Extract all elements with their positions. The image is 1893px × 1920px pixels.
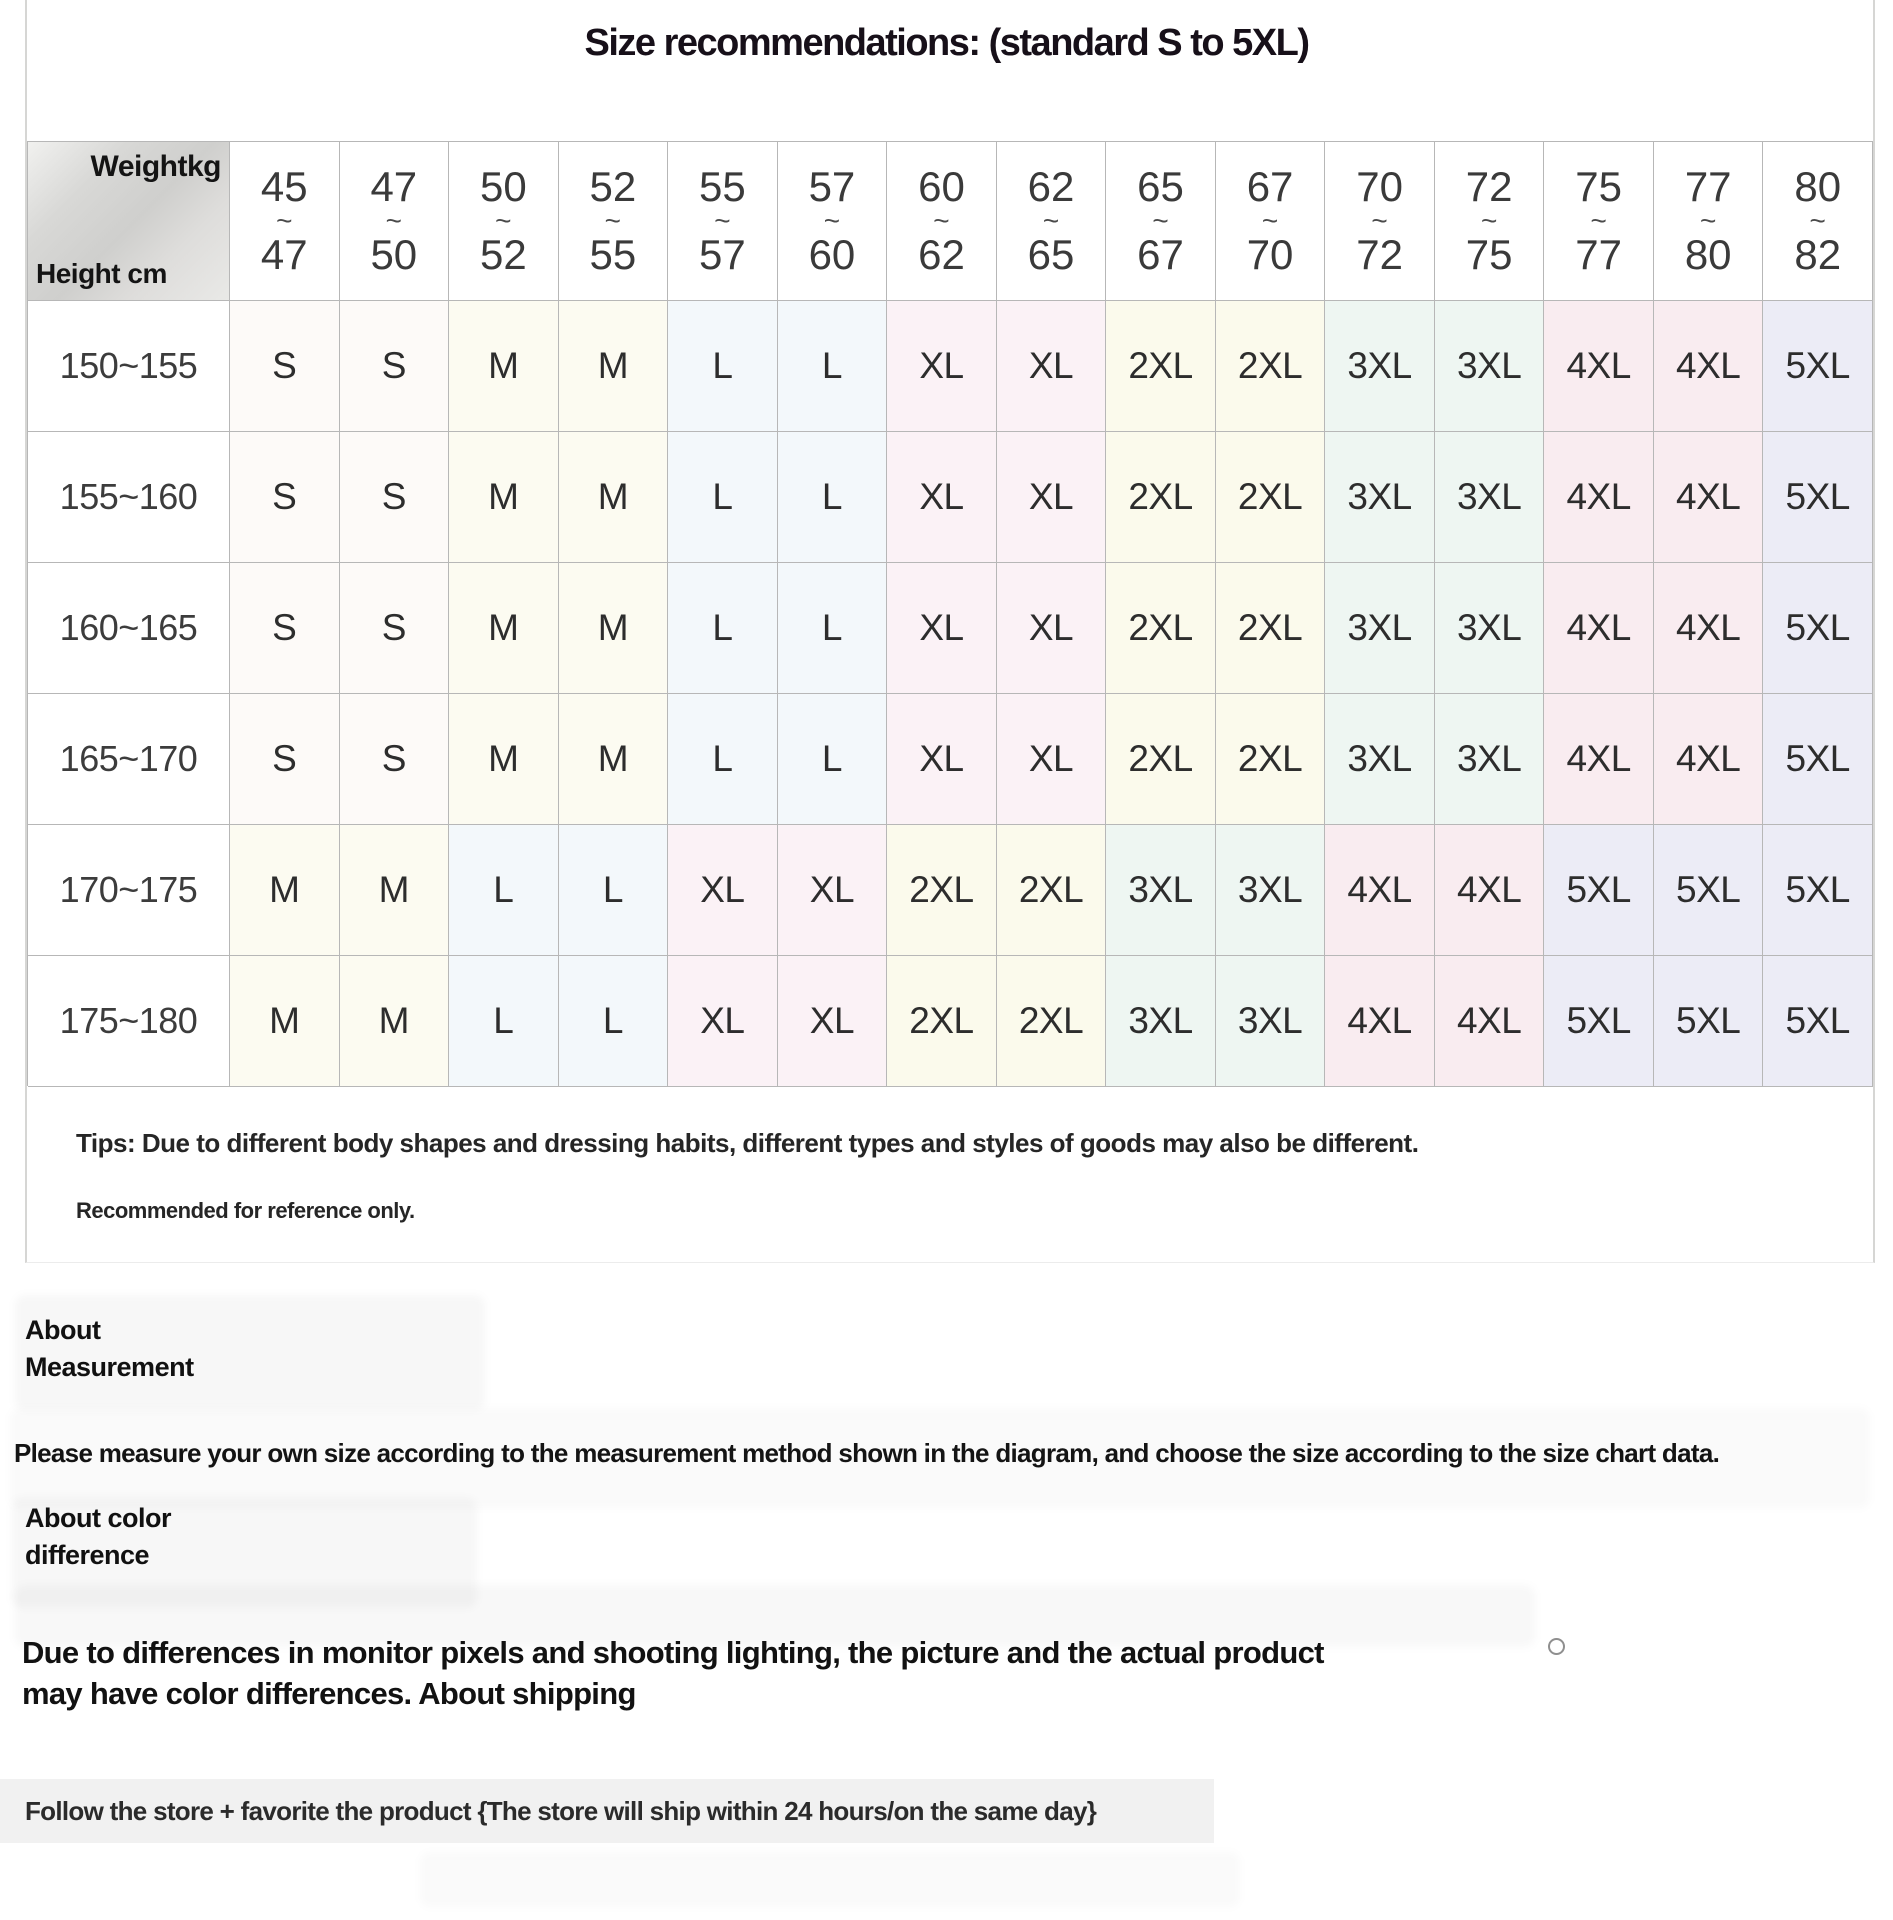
size-cell: L <box>559 956 669 1087</box>
size-cell: M <box>340 956 450 1087</box>
size-cell: 2XL <box>1216 694 1326 825</box>
weight-range-text: ~ <box>1261 205 1279 236</box>
size-cell: S <box>340 694 450 825</box>
size-cell: L <box>778 432 888 563</box>
size-cell: L <box>449 825 559 956</box>
weight-range-text: 82 <box>1794 231 1842 278</box>
size-cell: 3XL <box>1325 301 1435 432</box>
size-cell: 4XL <box>1544 432 1654 563</box>
about-measurement-line2: Measurement <box>25 1352 194 1382</box>
weight-range-text: 65 <box>1137 163 1184 210</box>
size-cell: S <box>340 301 450 432</box>
weight-range-text: 75 <box>1575 163 1623 210</box>
weight-header-cell <box>449 142 559 301</box>
weight-range-text: 62 <box>1027 163 1075 210</box>
weight-range-text: 55 <box>589 231 637 278</box>
weight-range-text: 45 <box>260 163 308 210</box>
weight-range-text: 77 <box>1575 231 1623 278</box>
size-cell: XL <box>997 301 1107 432</box>
size-cell: 4XL <box>1654 563 1764 694</box>
size-cell: XL <box>887 563 997 694</box>
weight-range-text: ~ <box>1152 205 1169 236</box>
weight-range-text: 67 <box>1246 163 1294 210</box>
size-cell: 4XL <box>1654 432 1764 563</box>
color-difference-line2: may have color differences. About shipping <box>22 1676 636 1711</box>
weight-header-cell <box>1325 142 1435 301</box>
weight-header-cell <box>1544 142 1654 301</box>
size-cell: M <box>340 825 450 956</box>
measurement-instructions: Please measure your own size according to the measurement method shown in the diagram, and choose the size according to the size chart data. <box>14 1438 1720 1468</box>
height-row-label: 175~180 <box>28 956 230 1087</box>
size-cell: M <box>449 301 559 432</box>
size-cell: 3XL <box>1435 301 1545 432</box>
weight-header-cell <box>1106 142 1216 301</box>
weight-range-text: ~ <box>1700 205 1717 236</box>
size-cell: M <box>559 432 669 563</box>
size-cell: 2XL <box>1106 432 1216 563</box>
size-cell: M <box>230 825 340 956</box>
size-cell: 3XL <box>1325 563 1435 694</box>
size-cell: 2XL <box>1216 432 1326 563</box>
size-cell: XL <box>887 694 997 825</box>
size-cell: XL <box>668 825 778 956</box>
weight-range-text: 62 <box>918 231 965 278</box>
size-cell: 4XL <box>1654 301 1764 432</box>
size-cell: 5XL <box>1763 956 1873 1087</box>
weight-header-cell <box>230 142 340 301</box>
weight-range-text: ~ <box>604 205 622 236</box>
about-measurement-line1: About <box>25 1315 101 1345</box>
weight-header-cell <box>340 142 450 301</box>
about-color-heading <box>25 1500 171 1574</box>
weight-range-text: 70 <box>1356 163 1403 210</box>
size-cell: L <box>668 432 778 563</box>
size-cell: 5XL <box>1654 825 1764 956</box>
size-cell: 2XL <box>1106 301 1216 432</box>
tips-text: Tips: Due to different body shapes and dressing habits, different types and styles of goods may also be different. <box>76 1128 1419 1158</box>
weight-range-text: ~ <box>1809 205 1826 236</box>
weight-range-text: 77 <box>1684 163 1732 210</box>
size-cell: 3XL <box>1435 563 1545 694</box>
weight-header-cell <box>1435 142 1545 301</box>
size-cell: XL <box>997 563 1107 694</box>
size-cell: 2XL <box>997 825 1107 956</box>
weight-range-text: 80 <box>1794 163 1842 210</box>
size-table <box>27 141 1873 1086</box>
weight-range-text: ~ <box>276 205 293 236</box>
size-cell: 4XL <box>1325 825 1435 956</box>
weight-range-text: 72 <box>1465 163 1513 210</box>
corner-cell <box>28 142 230 301</box>
weight-range-text: ~ <box>385 205 402 236</box>
size-cell: XL <box>997 694 1107 825</box>
size-cell: 3XL <box>1216 825 1326 956</box>
size-cell: 3XL <box>1106 825 1216 956</box>
about-color-line2: difference <box>25 1540 150 1570</box>
size-cell: M <box>449 563 559 694</box>
height-row-label: 160~165 <box>28 563 230 694</box>
weight-header-cell <box>997 142 1107 301</box>
weight-range-text: ~ <box>1042 205 1060 236</box>
weight-range-text: 55 <box>699 163 746 210</box>
artifact-blob <box>420 1852 1240 1907</box>
size-cell: L <box>778 301 888 432</box>
weight-header-cell <box>1216 142 1326 301</box>
weight-range-text: 65 <box>1027 231 1075 278</box>
size-cell: L <box>559 825 669 956</box>
weight-range-text: 60 <box>808 231 856 278</box>
weight-range-text: 50 <box>479 163 527 210</box>
weight-header-cell <box>1654 142 1764 301</box>
weight-range-text: 47 <box>260 231 308 278</box>
color-difference-text <box>22 1632 1324 1714</box>
weight-range-text: 70 <box>1246 231 1294 278</box>
size-cell: M <box>449 432 559 563</box>
weight-range-text: 60 <box>918 163 965 210</box>
weight-header-cell <box>887 142 997 301</box>
size-cell: XL <box>778 825 888 956</box>
size-cell: M <box>559 694 669 825</box>
size-cell: 4XL <box>1544 694 1654 825</box>
color-difference-line1: Due to differences in monitor pixels and shooting lighting, the picture and the actual product <box>22 1635 1324 1670</box>
weight-range-text: 72 <box>1356 231 1403 278</box>
height-row-label: 155~160 <box>28 432 230 563</box>
weight-range-text: ~ <box>823 205 841 236</box>
size-cell: 5XL <box>1763 694 1873 825</box>
size-cell: M <box>559 301 669 432</box>
height-row-label: 150~155 <box>28 301 230 432</box>
size-cell: XL <box>668 956 778 1087</box>
weight-range-text: 52 <box>479 231 527 278</box>
size-cell: S <box>230 301 340 432</box>
shipping-banner <box>0 1779 1214 1843</box>
size-cell: L <box>449 956 559 1087</box>
size-cell: XL <box>778 956 888 1087</box>
size-cell: L <box>778 694 888 825</box>
weight-range-text: 67 <box>1137 231 1184 278</box>
size-cell: 5XL <box>1544 956 1654 1087</box>
size-cell: 2XL <box>1106 694 1216 825</box>
size-cell: XL <box>887 301 997 432</box>
weight-range-text: ~ <box>1590 205 1607 236</box>
weight-range-text: ~ <box>933 205 950 236</box>
circle-mark-icon <box>1548 1638 1565 1655</box>
corner-weight-label: Weightkg <box>90 150 221 183</box>
size-cell: 3XL <box>1106 956 1216 1087</box>
size-cell: S <box>340 563 450 694</box>
size-cell: 2XL <box>887 825 997 956</box>
about-measurement-heading <box>25 1312 194 1386</box>
weight-range-text: 57 <box>699 231 746 278</box>
weight-range-text: ~ <box>714 205 731 236</box>
size-cell: 4XL <box>1435 825 1545 956</box>
size-cell: 5XL <box>1763 563 1873 694</box>
corner-height-label: Height cm <box>36 258 167 289</box>
size-cell: 4XL <box>1435 956 1545 1087</box>
height-row-label: 170~175 <box>28 825 230 956</box>
weight-header-cell <box>559 142 669 301</box>
weight-range-text: 47 <box>370 163 418 210</box>
shipping-banner-text: Follow the store + favorite the product {The store will ship within 24 hours/on the same day} <box>25 1796 1097 1826</box>
reference-text: Recommended for reference only. <box>76 1198 415 1223</box>
size-cell: M <box>449 694 559 825</box>
size-cell: S <box>230 432 340 563</box>
size-cell: 4XL <box>1325 956 1435 1087</box>
size-cell: S <box>230 563 340 694</box>
weight-header-cell <box>778 142 888 301</box>
size-cell: XL <box>997 432 1107 563</box>
size-cell: 5XL <box>1763 825 1873 956</box>
page-title: Size recommendations: (standard S to 5XL) <box>584 22 1309 64</box>
size-cell: 4XL <box>1544 563 1654 694</box>
size-cell: 2XL <box>887 956 997 1087</box>
weight-header-cell <box>1763 142 1873 301</box>
weight-range-text: ~ <box>1480 205 1498 236</box>
size-cell: 4XL <box>1544 301 1654 432</box>
size-cell: 3XL <box>1325 694 1435 825</box>
size-cell: 3XL <box>1435 694 1545 825</box>
size-cell: 2XL <box>1216 301 1326 432</box>
weight-range-text: 57 <box>808 163 856 210</box>
size-cell: 5XL <box>1763 432 1873 563</box>
weight-range-text: 52 <box>589 163 637 210</box>
size-cell: 3XL <box>1216 956 1326 1087</box>
weight-range-text: 75 <box>1465 231 1513 278</box>
size-cell: M <box>559 563 669 694</box>
size-cell: S <box>230 694 340 825</box>
weight-range-text: ~ <box>495 205 512 236</box>
size-cell: 2XL <box>1106 563 1216 694</box>
weight-header-cell <box>668 142 778 301</box>
height-row-label: 165~170 <box>28 694 230 825</box>
weight-range-text: 50 <box>370 231 418 278</box>
about-color-line1: About color <box>25 1503 171 1533</box>
weight-range-text: ~ <box>1371 205 1388 236</box>
size-cell: 2XL <box>997 956 1107 1087</box>
size-cell: 4XL <box>1654 694 1764 825</box>
size-cell: 3XL <box>1325 432 1435 563</box>
size-cell: L <box>668 301 778 432</box>
size-cell: 5XL <box>1654 956 1764 1087</box>
weight-range-text: 80 <box>1684 231 1732 278</box>
size-cell: M <box>230 956 340 1087</box>
size-cell: XL <box>887 432 997 563</box>
size-cell: 3XL <box>1435 432 1545 563</box>
size-cell: S <box>340 432 450 563</box>
size-cell: L <box>668 694 778 825</box>
size-cell: L <box>668 563 778 694</box>
size-cell: 2XL <box>1216 563 1326 694</box>
size-cell: 5XL <box>1763 301 1873 432</box>
size-cell: L <box>778 563 888 694</box>
size-cell: 5XL <box>1544 825 1654 956</box>
